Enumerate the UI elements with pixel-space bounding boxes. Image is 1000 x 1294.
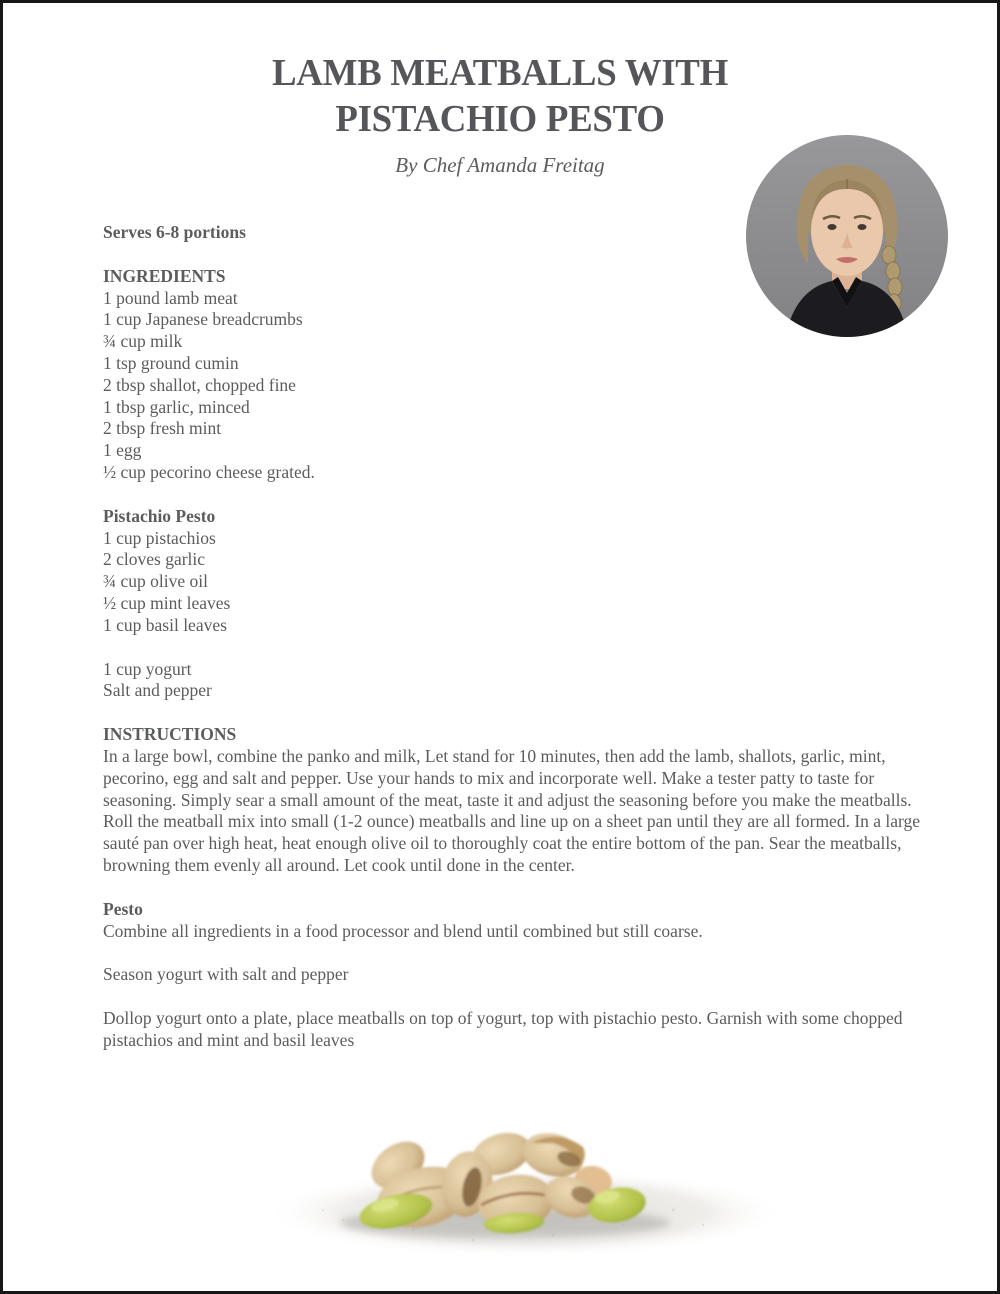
ingredient-item: ¾ cup milk <box>103 331 183 352</box>
ingredient-item: 1 tsp ground cumin <box>103 352 239 373</box>
pesto-ingredient-item: ¾ cup olive oil <box>103 571 208 592</box>
ingredient-item: ½ cup pecorino cheese grated. <box>103 461 315 482</box>
ingredients-heading: INGREDIENTS <box>103 265 226 286</box>
pesto-ingredient-item: 1 cup basil leaves <box>103 614 227 635</box>
pesto-ingredient-item: 1 cup pistachios <box>103 527 216 548</box>
pesto-instructions-section <box>103 899 939 943</box>
pistachios-illustration <box>253 1085 803 1275</box>
byline: By Chef Amanda Freitag <box>395 153 605 177</box>
pistachio-pesto-heading: Pistachio Pesto <box>103 505 216 526</box>
ingredient-item: 1 tbsp garlic, minced <box>103 396 250 417</box>
instructions-heading: INSTRUCTIONS <box>103 724 237 745</box>
ingredient-item: 1 egg <box>103 440 142 461</box>
page-title-line1: LAMB MEATBALLS WITH <box>271 52 728 94</box>
recipe-content <box>3 3 1000 1052</box>
instructions-body: In a large bowl, combine the panko and milk, Let stand for 10 minutes, then add the lamb, shallots, garlic, mint, pecorino, egg and salt and pepper. Use your hands to mix and incorporate well. Make a tester patty to taste for seasoning. Simply sear a small amount of the meat, taste it and adjust the seasoning before you make the meatballs. Roll the meatball mix into small (1-2 ounce) meatballs and line up on a sheet pan until they are all formed. In a large sauté pan over high heat, heat enough olive oil to thoroughly coat the entire bottom of the pan. Sear the meatballs, browning them evenly all around. Let cook until done in the center. <box>103 745 921 875</box>
pistachio-pesto-list <box>103 528 939 637</box>
extra-ingredient-item: 1 cup yogurt <box>103 658 192 679</box>
pesto-heading: Pesto <box>103 898 143 919</box>
season-line: Season yogurt with salt and pepper <box>103 964 349 985</box>
pistachio-pesto-section <box>103 506 939 637</box>
pesto-body: Combine all ingredients in a food processor and blend until combined but still coarse. <box>103 920 703 941</box>
ingredient-item: 2 tbsp shallot, chopped fine <box>103 374 296 395</box>
pesto-ingredient-item: 2 cloves garlic <box>103 549 206 570</box>
ingredient-item: 1 cup Japanese breadcrumbs <box>103 309 303 330</box>
ingredients-section <box>103 266 939 484</box>
ingredient-item: 2 tbsp fresh mint <box>103 418 222 439</box>
pesto-ingredient-item: ½ cup mint leaves <box>103 592 231 613</box>
ingredients-list <box>103 288 939 484</box>
page-title-line2: PISTACHIO PESTO <box>335 98 665 140</box>
serves-line: Serves 6-8 portions <box>103 222 246 242</box>
serving-line: Dollop yogurt onto a plate, place meatballs on top of yogurt, top with pistachio pesto. Garnish with some chopped pistachios and mint and basil leaves <box>103 1008 903 1050</box>
extra-ingredients-section <box>103 659 939 703</box>
instructions-section <box>103 724 939 877</box>
extra-ingredients-list <box>103 659 939 703</box>
ingredient-item: 1 pound lamb meat <box>103 287 238 308</box>
extra-ingredient-item: Salt and pepper <box>103 680 212 701</box>
pistachios-photo <box>253 1085 803 1275</box>
